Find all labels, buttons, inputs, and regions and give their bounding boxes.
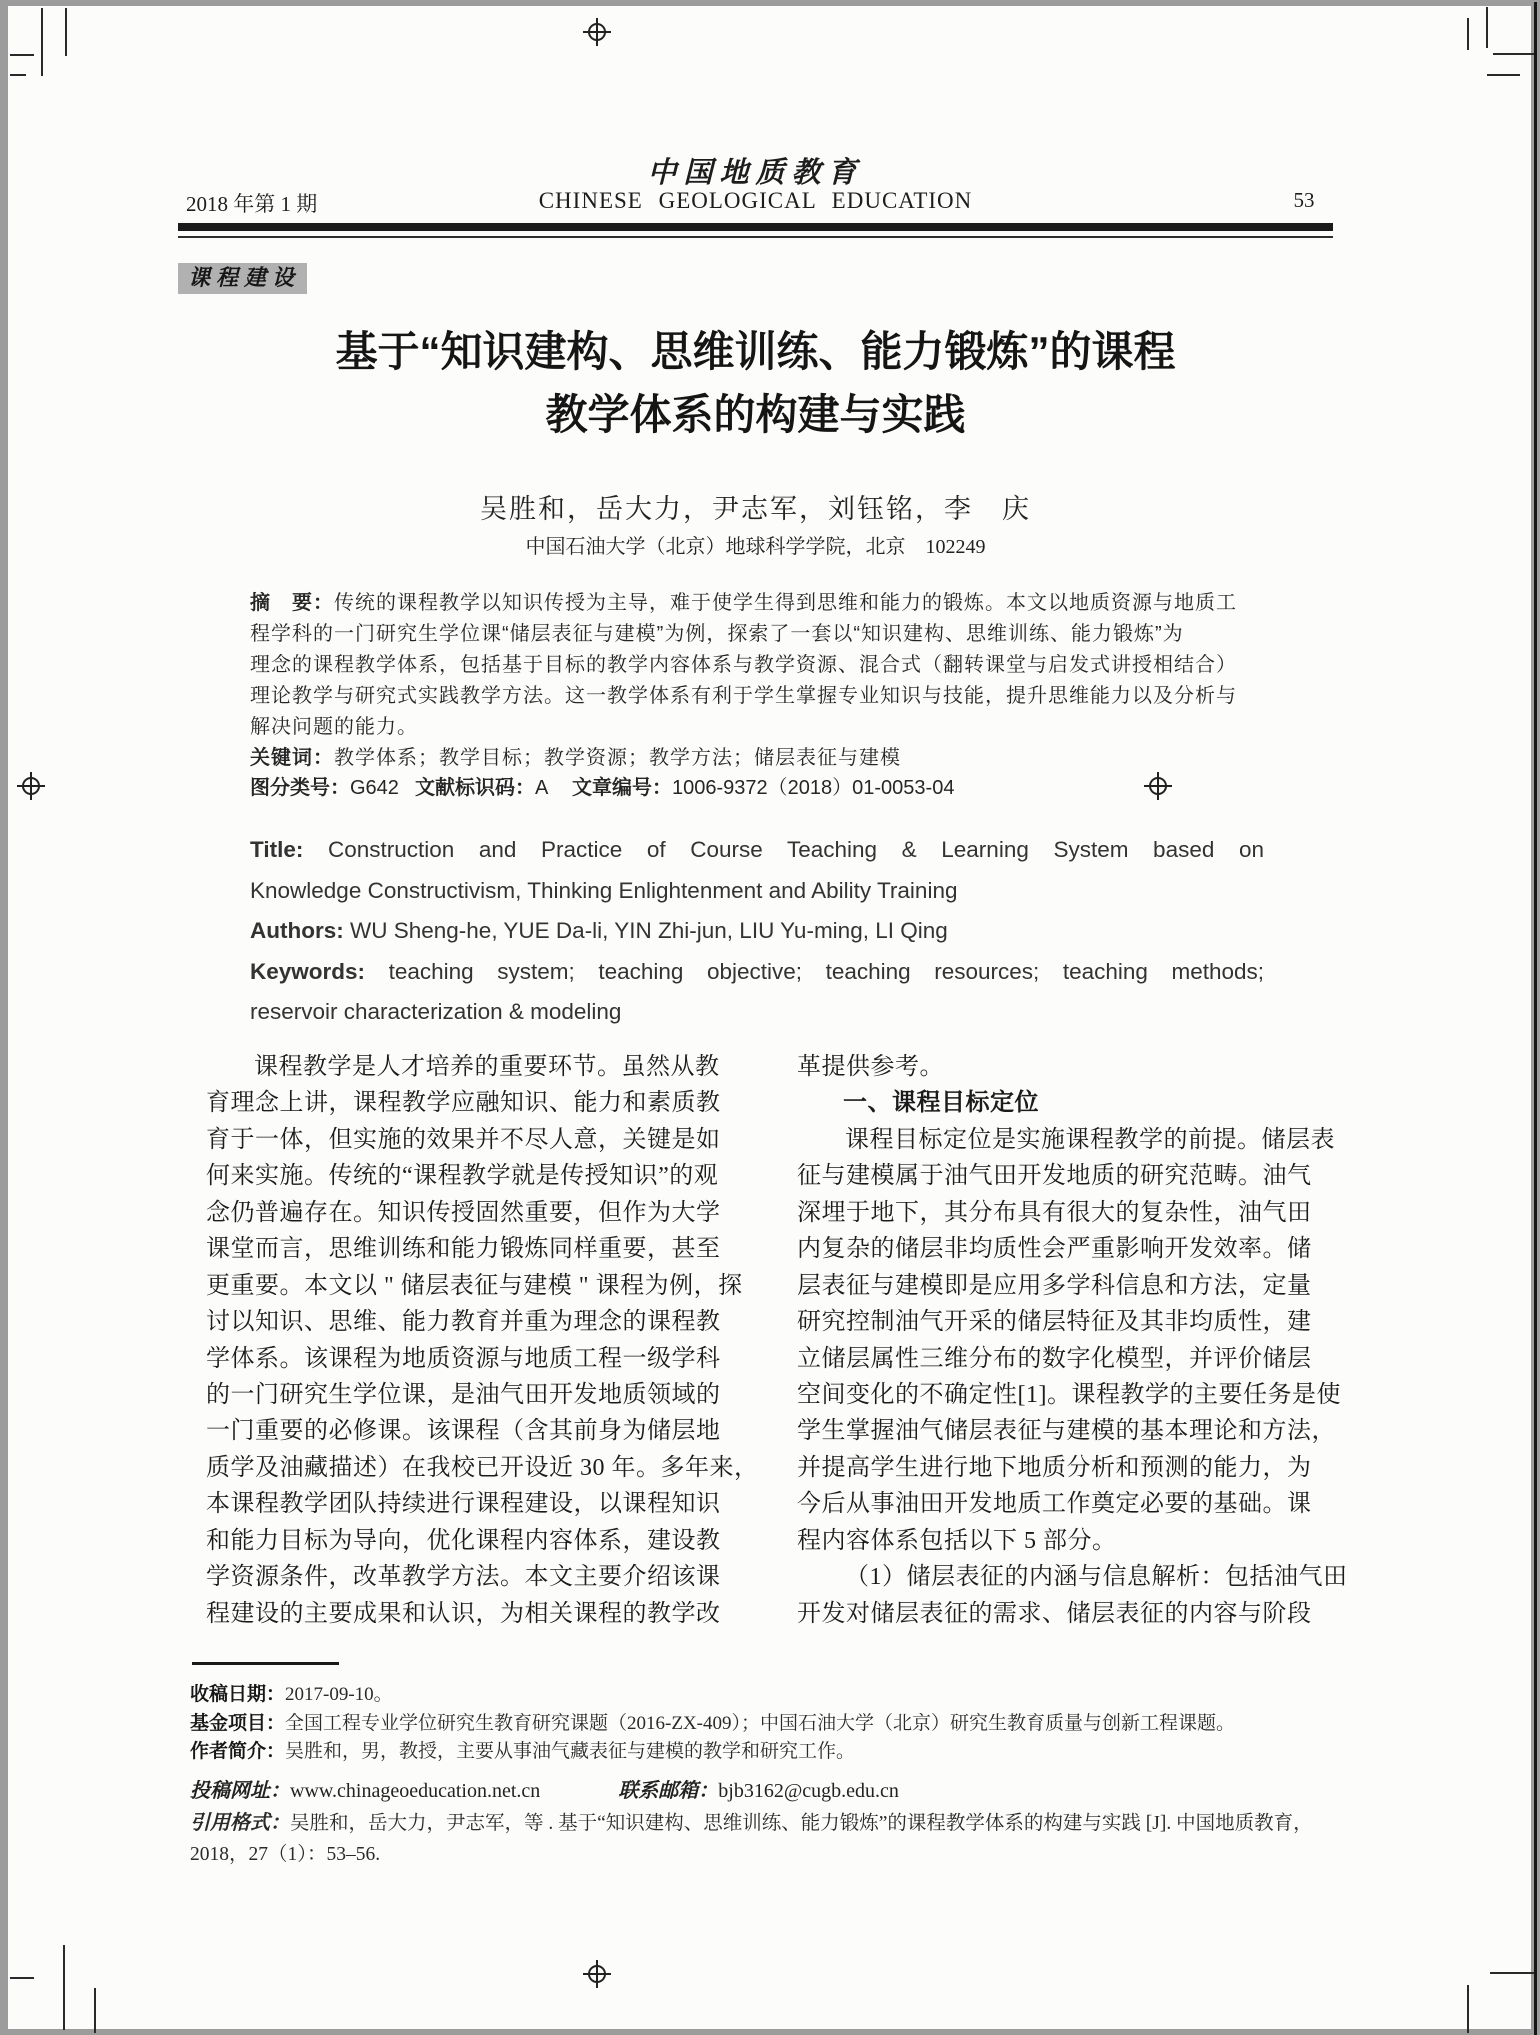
abstract-block: [250, 588, 1264, 774]
body-text-line: 和能力目标为导向，优化课程内容体系，建设教: [206, 1527, 721, 1554]
body-text-line: 学体系。该课程为地质资源与地质工程一级学科: [206, 1345, 721, 1372]
field-text: WU Sheng-he, YUE Da-li, YIN Zhi-jun, LIU Yu-ming, LI Qing: [350, 918, 948, 943]
document-code: 文献标识码：A: [415, 777, 549, 799]
footnote-line: [190, 1681, 1340, 1710]
field-text: 理念的课程教学体系，包括基于目标的教学内容体系与教学资源、混合式（翻转课堂与启发式讲授相结合）: [250, 654, 1237, 676]
abstract-line: [250, 743, 1264, 774]
registration-mark-bottom: [583, 1960, 611, 1988]
crop-mark: [10, 54, 34, 56]
english-meta-block: [250, 830, 1264, 1033]
body-text-line: 内复杂的储层非均质性会严重影响开发效率。储: [797, 1236, 1312, 1263]
english-meta-line: [250, 952, 1264, 993]
body-text-line: 一、课程目标定位: [843, 1089, 1039, 1117]
authors-line: 吴胜和，岳大力，尹志军，刘钰铭，李 庆: [480, 494, 1031, 524]
field-text: 全国工程专业学位研究生教育研究课题（2016-ZX-409）；中国石油大学（北京）研究生教育质量与创新工程课题。: [285, 1712, 1235, 1734]
body-text-line: 念仍普遍存在。知识传授固然重要，但作为大学: [206, 1199, 721, 1226]
crop-mark: [10, 74, 26, 76]
field-text: 吴胜和，男，教授，主要从事油气藏表征与建模的教学和研究工作。: [285, 1741, 856, 1762]
english-meta-line: [250, 911, 1264, 952]
body-text-line: 课程目标定位是实施课程教学的前提。储层表: [845, 1126, 1335, 1153]
body-text-line: （1）储层表征的内涵与信息解析：包括油气田: [845, 1564, 1348, 1591]
field-text: 2017-09-10。: [285, 1684, 393, 1705]
abstract-line: [250, 588, 1264, 619]
footnote-line: [190, 1710, 1340, 1739]
crop-mark: [1467, 18, 1469, 50]
field-text: 解决问题的能力。: [250, 716, 418, 738]
body-text-line: 何来实施。传统的“课程教学就是传授知识”的观: [206, 1163, 719, 1190]
field-label: Keywords:: [250, 958, 389, 984]
field-label: 联系邮箱：: [618, 1778, 719, 1802]
field-text: www.chinageoeducation.net.cn: [290, 1780, 541, 1802]
body-text-line: 研究控制油气开采的储层特征及其非均质性，建: [797, 1309, 1312, 1336]
article-title-line1: 基于“知识建构、思维训练、能力锻炼”的课程: [335, 328, 1176, 375]
body-text-line: 深埋于地下，其分布具有很大的复杂性，油气田: [797, 1199, 1312, 1226]
field-text: Construction and Practice of Course Teaching & Learning System based on: [327, 837, 1264, 862]
crop-mark: [65, 8, 67, 56]
field-text: 教学体系；教学目标；教学资源；教学方法；储层表征与建模: [334, 747, 901, 769]
body-text-line: 开发对储层表征的需求、储层表征的内容与阶段: [797, 1600, 1312, 1627]
contact-item: [618, 1774, 899, 1803]
crop-mark: [1467, 1985, 1469, 2033]
registration-mark-left: [17, 772, 45, 800]
clc-number: 图分类号：G642: [250, 777, 399, 799]
footnote-line: [190, 1738, 1340, 1767]
body-text-line: 的一门研究生学位课，是油气田开发地质领域的: [206, 1381, 721, 1408]
body-text-line: 并提高学生进行地下地质分析和预测的能力，为: [797, 1454, 1312, 1481]
body-text-line: 层表征与建模即是应用多学科信息和方法，定量: [797, 1272, 1312, 1299]
article-id: 文章编号：1006-9372（2018）01-0053-04: [572, 777, 955, 799]
contact-item: [190, 1774, 540, 1803]
page-number: 53: [1293, 188, 1315, 212]
field-label: 作者简介：: [190, 1741, 286, 1762]
body-text-line: 讨以知识、思维、能力教育并重为理念的课程教: [206, 1309, 721, 1336]
field-text: 传统的课程教学以知识传授为主导，难于使学生得到思维和能力的锻炼。本文以地质资源与地质工: [334, 592, 1237, 614]
body-text-line: 育于一体，但实施的效果并不尽人意，关键是如: [206, 1126, 721, 1153]
abstract-line: [250, 650, 1264, 681]
citation-line: [190, 1806, 1345, 1839]
field-label: Title:: [250, 837, 328, 862]
section-label: 课程建设: [178, 263, 307, 294]
body-text-line: 学资源条件，改革教学方法。本文主要介绍该课: [206, 1564, 721, 1591]
body-text-line: 本课程教学团队持续进行课程建设，以课程知识: [206, 1491, 721, 1518]
footnote-separator: [192, 1662, 339, 1665]
crop-mark: [1486, 7, 1488, 48]
citation-block: [190, 1806, 1345, 1871]
abstract-line: [250, 712, 1264, 743]
body-text-line: 质学及油藏描述）在我校已开设近 30 年。多年来，: [206, 1454, 759, 1481]
registration-mark-top: [583, 18, 611, 46]
crop-mark: [94, 1988, 96, 2033]
body-text-line: 一门重要的必修课。该课程（含其前身为储层地: [206, 1418, 721, 1445]
header-rule-thick: [178, 223, 1333, 231]
field-text: 程学科的一门研究生学位课“储层表征与建模”为例，探索了一套以“知识建构、思维训练、能力锻炼”为: [250, 623, 1184, 645]
field-text: bjb3162@cugb.edu.cn: [718, 1780, 899, 1802]
field-text: reservoir characterization & modeling: [250, 999, 622, 1024]
journal-name-en: CHINESE GEOLOGICAL EDUCATION: [538, 188, 973, 213]
field-label: 收稿日期：: [190, 1684, 286, 1705]
scan-edge-line: [1534, 2, 1537, 2035]
field-label: 引用格式：: [190, 1810, 290, 1834]
field-text: teaching system; teaching objective; teaching resources; teaching methods;: [388, 958, 1265, 984]
abstract-line: [250, 619, 1264, 650]
body-text-line: 程内容体系包括以下 5 部分。: [797, 1527, 1117, 1554]
field-label: Authors:: [250, 918, 350, 943]
crop-mark: [63, 1945, 65, 2030]
field-text: 理论教学与研究式实践教学方法。这一教学体系有利于学生掌握专业知识与技能，提升思维能力以及分析与: [250, 685, 1237, 707]
citation-line: [190, 1839, 1345, 1872]
field-text: Knowledge Constructivism, Thinking Enlightenment and Ability Training: [250, 877, 958, 903]
field-text: 吴胜和，岳大力，尹志军，等 . 基于“知识建构、思维训练、能力锻炼”的课程教学体系的构建与实践 [J]. 中国地质教育，: [290, 1813, 1313, 1834]
body-text-line: 课堂而言，思维训练和能力锻炼同样重要，甚至: [206, 1236, 721, 1263]
article-title-line2: 教学体系的构建与实践: [545, 391, 966, 438]
english-meta-line: [250, 830, 1264, 871]
body-text-line: 征与建模属于油气田开发地质的研究范畴。油气: [797, 1163, 1312, 1190]
header-rule-thin: [178, 236, 1333, 238]
footnotes-block: [190, 1681, 1340, 1767]
english-meta-line: [250, 871, 1264, 912]
body-text-line: 立储层属性三维分布的数字化模型，并评价储层: [797, 1345, 1312, 1372]
field-text: 2018，27（1）：53–56.: [190, 1843, 381, 1865]
body-column-right: [797, 1049, 1348, 1632]
crop-mark: [1490, 1972, 1534, 1974]
abstract-line: [250, 681, 1264, 712]
english-meta-line: [250, 992, 1264, 1033]
journal-name-cn: 中国地质教育: [647, 155, 864, 189]
crop-mark: [1487, 74, 1520, 76]
field-label: 摘 要：: [250, 592, 334, 614]
crop-mark: [41, 8, 43, 76]
affiliation-line: 中国石油大学（北京）地球科学学院，北京 102249: [525, 536, 986, 558]
field-label: 关键词：: [250, 747, 334, 769]
field-label: 投稿网址：: [190, 1778, 290, 1802]
crop-mark: [1493, 53, 1534, 55]
body-text-line: 育理念上讲，课程教学应融知识、能力和素质教: [206, 1090, 721, 1117]
body-text-line: 学生掌握油气储层表征与建模的基本理论和方法，: [797, 1418, 1336, 1445]
body-text-line: 今后从事油田开发地质工作奠定必要的基础。课: [797, 1491, 1312, 1518]
body-column-left: [206, 1049, 759, 1632]
classification-line: [250, 773, 1264, 804]
issue-label: 2018 年第 1 期: [186, 192, 318, 216]
crop-mark: [10, 1977, 34, 1979]
field-label: 基金项目：: [190, 1712, 286, 1734]
body-text-line: 程建设的主要成果和认识，为相关课程的教学改: [206, 1600, 721, 1627]
body-text-line: 更重要。本文以 " 储层表征与建模 " 课程为例，探: [206, 1272, 743, 1299]
body-text-line: 课程教学是人才培养的重要环节。虽然从教: [254, 1054, 720, 1080]
body-text-line: 革提供参考。: [797, 1054, 944, 1080]
body-text-line: 空间变化的不确定性[1]。课程教学的主要任务是使: [797, 1381, 1341, 1408]
contact-row: [190, 1774, 1340, 1803]
